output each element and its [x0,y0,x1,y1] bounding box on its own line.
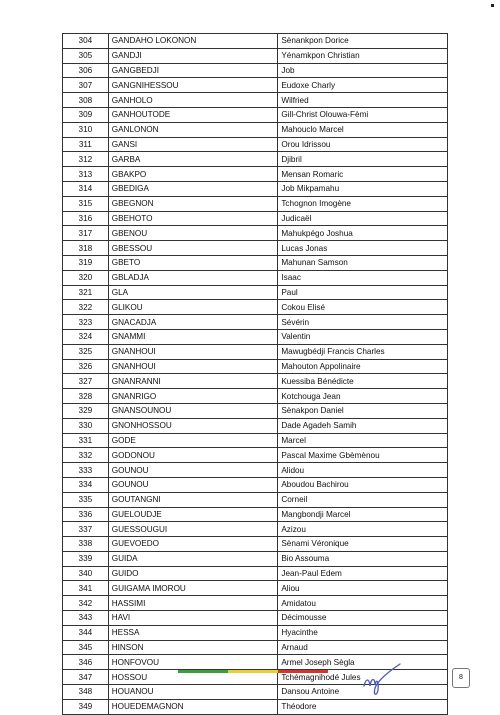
table-row [63,492,448,507]
first-name-cell: Yénamkpon Christian [278,48,448,63]
table-row [63,226,448,241]
first-name-cell: Kuessiba Bénédicte [278,374,448,389]
first-name-cell: Tchémagnihodé Jules [278,670,448,685]
first-name-cell: Sènami Véronique [278,537,448,552]
first-name-cell: Job [278,63,448,78]
last-name-cell: GOUNOU [108,477,278,492]
table-row [63,374,448,389]
row-number: 326 [63,359,109,374]
table-row [63,507,448,522]
table-row [63,418,448,433]
table-row [63,181,448,196]
first-name-cell: Kotchouga Jean [278,389,448,404]
table-row [63,551,448,566]
row-number: 315 [63,196,109,211]
row-number: 340 [63,566,109,581]
table-row [63,359,448,374]
row-number: 321 [63,285,109,300]
table-row [63,241,448,256]
row-number: 334 [63,477,109,492]
row-number: 323 [63,315,109,330]
table-row [63,329,448,344]
first-name-cell: Mensan Romaric [278,167,448,182]
table-row [63,211,448,226]
last-name-cell: GLIKOU [108,300,278,315]
page-number: 8 [452,668,470,688]
table-row [63,255,448,270]
last-name-cell: HASSIMI [108,596,278,611]
row-number: 324 [63,329,109,344]
table-row [63,78,448,93]
first-name-cell: Mawugbédji Francis Charles [278,344,448,359]
table-row [63,167,448,182]
first-name-cell: Gill-Christ Olouwa-Fèmi [278,107,448,122]
table-row [63,48,448,63]
row-number: 331 [63,433,109,448]
last-name-cell: GODONOU [108,448,278,463]
first-name-cell: Orou Idrissou [278,137,448,152]
first-name-cell: Paul [278,285,448,300]
last-name-cell: GNAMMI [108,329,278,344]
last-name-cell: GUELOUDJE [108,507,278,522]
first-name-cell: Mahunan Samson [278,255,448,270]
last-name-cell: GUIDA [108,551,278,566]
table-row [63,389,448,404]
row-number: 322 [63,300,109,315]
table-row [63,566,448,581]
table-row [63,477,448,492]
row-number: 320 [63,270,109,285]
row-number: 339 [63,551,109,566]
row-number: 342 [63,596,109,611]
first-name-cell: Djibril [278,152,448,167]
last-name-cell: GBETO [108,255,278,270]
row-number: 310 [63,122,109,137]
table-row [63,625,448,640]
table-row [63,433,448,448]
row-number: 346 [63,655,109,670]
row-number: 329 [63,403,109,418]
last-name-cell: GUIDO [108,566,278,581]
flag-color-bar [178,670,328,673]
row-number: 318 [63,241,109,256]
table-row [63,137,448,152]
first-name-cell: Dansou Antoine [278,685,448,700]
row-number: 347 [63,670,109,685]
last-name-cell: GBEHOTO [108,211,278,226]
first-name-cell: Wilfried [278,93,448,108]
last-name-cell: HESSA [108,625,278,640]
flag-stripe-green [178,670,228,673]
table-row [63,640,448,655]
first-name-cell: Lucas Jonas [278,241,448,256]
last-name-cell: GANGBEDJI [108,63,278,78]
row-number: 344 [63,625,109,640]
last-name-cell: GUIGAMA IMOROU [108,581,278,596]
table-row [63,300,448,315]
first-name-cell: Eudoxe Charly [278,78,448,93]
first-name-cell: Job Mikpamahu [278,181,448,196]
first-name-cell: Azizou [278,522,448,537]
row-number: 345 [63,640,109,655]
table-row [63,596,448,611]
first-name-cell: Arnaud [278,640,448,655]
row-number: 305 [63,48,109,63]
row-number: 348 [63,685,109,700]
table-row [63,315,448,330]
last-name-cell: GUESSOUGUI [108,522,278,537]
names-table [62,33,448,715]
first-name-cell: Alidou [278,463,448,478]
row-number: 313 [63,167,109,182]
last-name-cell: GANHOUTODE [108,107,278,122]
first-name-cell: Valentin [278,329,448,344]
row-number: 319 [63,255,109,270]
last-name-cell: GODE [108,433,278,448]
table-row [63,63,448,78]
table-row [63,403,448,418]
row-number: 349 [63,699,109,714]
table-row [63,448,448,463]
row-number: 328 [63,389,109,404]
first-name-cell: Sènakpon Daniel [278,403,448,418]
table-row [63,463,448,478]
last-name-cell: GUEVOEDO [108,537,278,552]
table-row [63,270,448,285]
row-number: 330 [63,418,109,433]
last-name-cell: GANLONON [108,122,278,137]
first-name-cell: Sènankpon Dorice [278,34,448,49]
row-number: 317 [63,226,109,241]
first-name-cell: Mangbondji Marcel [278,507,448,522]
last-name-cell: GNANHOUI [108,344,278,359]
row-number: 327 [63,374,109,389]
table-row [63,93,448,108]
row-number: 337 [63,522,109,537]
last-name-cell: GNANSOUNOU [108,403,278,418]
last-name-cell: GBLADJA [108,270,278,285]
row-number: 332 [63,448,109,463]
first-name-cell: Hyacinthe [278,625,448,640]
last-name-cell: GBEDIGA [108,181,278,196]
row-number: 338 [63,537,109,552]
last-name-cell: GNANRANNI [108,374,278,389]
last-name-cell: GBESSOU [108,241,278,256]
first-name-cell: Marcel [278,433,448,448]
last-name-cell: GBEGNON [108,196,278,211]
last-name-cell: HAVI [108,611,278,626]
last-name-cell: GNACADJA [108,315,278,330]
row-number: 312 [63,152,109,167]
row-number: 341 [63,581,109,596]
first-name-cell: Mahouclo Marcel [278,122,448,137]
row-number: 325 [63,344,109,359]
first-name-cell: Aboudou Bachirou [278,477,448,492]
first-name-cell: Judicaël [278,211,448,226]
last-name-cell: GANDAHO LOKONON [108,34,278,49]
table-row [63,34,448,49]
row-number: 307 [63,78,109,93]
first-name-cell: Mahouton Appolinaire [278,359,448,374]
first-name-cell: Bio Assouma [278,551,448,566]
last-name-cell: GANGNIHESSOU [108,78,278,93]
first-name-cell: Isaac [278,270,448,285]
row-number: 316 [63,211,109,226]
row-number: 308 [63,93,109,108]
last-name-cell: GANSI [108,137,278,152]
flag-stripe-yellow [228,670,278,673]
table-row [63,107,448,122]
row-number: 335 [63,492,109,507]
last-name-cell: GBAKPO [108,167,278,182]
last-name-cell: GLA [108,285,278,300]
first-name-cell: Dade Agadeh Samih [278,418,448,433]
first-name-cell: Corneil [278,492,448,507]
table-row [63,344,448,359]
first-name-cell: Décimousse [278,611,448,626]
last-name-cell: HOUEDEMAGNON [108,699,278,714]
first-name-cell: Aliou [278,581,448,596]
first-name-cell: Amidatou [278,596,448,611]
row-number: 306 [63,63,109,78]
first-name-cell: Théodore [278,699,448,714]
last-name-cell: GANDJI [108,48,278,63]
last-name-cell: GOUTANGNI [108,492,278,507]
last-name-cell: HOSSOU [108,670,278,685]
row-number: 304 [63,34,109,49]
last-name-cell: GNANRIGO [108,389,278,404]
first-name-cell: Jean-Paul Edem [278,566,448,581]
row-number: 333 [63,463,109,478]
last-name-cell: GBENOU [108,226,278,241]
last-name-cell: HONFOVOU [108,655,278,670]
row-number: 336 [63,507,109,522]
table-row [63,537,448,552]
last-name-cell: GARBA [108,152,278,167]
signature-mark [360,660,404,700]
table-row [63,122,448,137]
last-name-cell: HINSON [108,640,278,655]
first-name-cell: Mahukpégo Joshua [278,226,448,241]
row-number: 309 [63,107,109,122]
flag-stripe-red [278,670,328,673]
table-row [63,522,448,537]
last-name-cell: HOUANOU [108,685,278,700]
last-name-cell: GNONHOSSOU [108,418,278,433]
corner-mark [491,4,494,7]
table-row [63,152,448,167]
first-name-cell: Sévérin [278,315,448,330]
last-name-cell: GOUNOU [108,463,278,478]
first-name-cell: Pascal Maxime Gbèmènou [278,448,448,463]
first-name-cell: Armel Joseph Sègla [278,655,448,670]
table-body [63,34,448,715]
table-row [63,285,448,300]
row-number: 311 [63,137,109,152]
row-number: 314 [63,181,109,196]
table-row [63,581,448,596]
last-name-cell: GNANHOUI [108,359,278,374]
last-name-cell: GANHOLO [108,93,278,108]
table-row [63,611,448,626]
row-number: 343 [63,611,109,626]
first-name-cell: Tchognon Imogène [278,196,448,211]
table-row [63,196,448,211]
first-name-cell: Cokou Elisé [278,300,448,315]
